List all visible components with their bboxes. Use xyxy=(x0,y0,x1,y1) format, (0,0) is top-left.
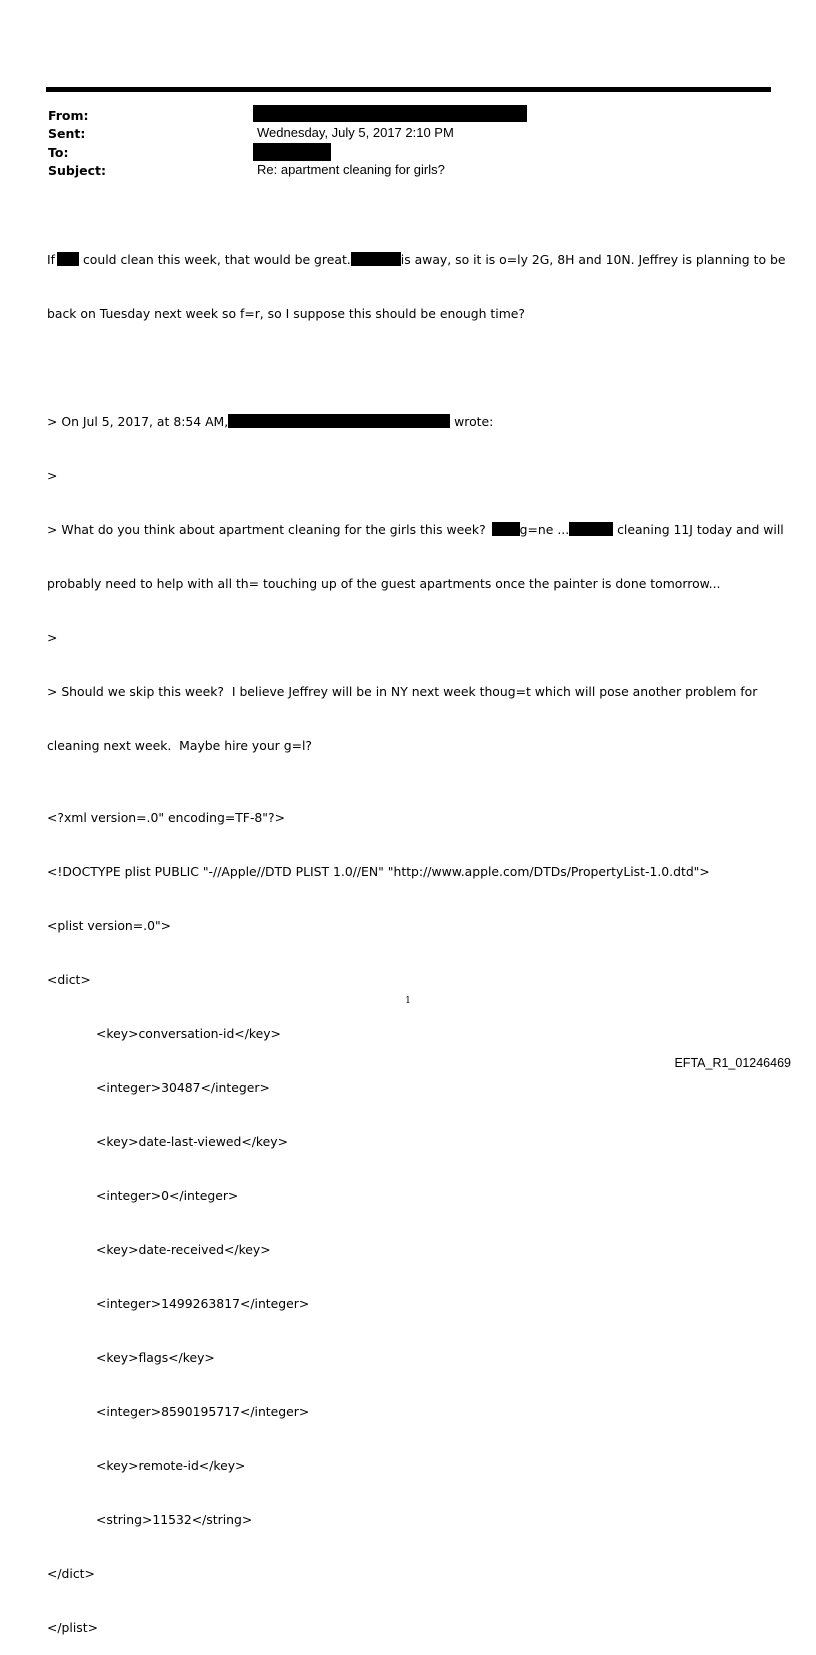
body-text: If xyxy=(47,252,56,267)
redaction xyxy=(569,522,613,536)
to-redaction xyxy=(253,143,331,161)
plist-entry: <integer>1499263817</integer> xyxy=(96,1296,310,1311)
to-label: To: xyxy=(48,145,69,160)
page-number: 1 xyxy=(405,996,411,1006)
plist-line: <!DOCTYPE plist PUBLIC "-//Apple//DTD PLIST 1.0//EN" "http://www.apple.com/DTDs/PropertyList-1.0.dtd"> xyxy=(47,864,710,879)
body-line xyxy=(47,413,777,431)
body-text: wrote: xyxy=(450,414,494,429)
from-label: From: xyxy=(48,108,89,123)
sent-label: Sent: xyxy=(48,126,86,141)
document-id: EFTA_R1_01246469 xyxy=(674,1056,791,1070)
body-line: > xyxy=(47,630,58,645)
body-line: probably need to help with all th= touching up of the guest apartments once the painter is done tomorrow... xyxy=(47,576,721,591)
plist-entry: <key>conversation-id</key> xyxy=(96,1026,281,1041)
plist-entry: <integer>0</integer> xyxy=(96,1188,239,1203)
plist-entry: <integer>30487</integer> xyxy=(96,1080,270,1095)
subject-value: Re: apartment cleaning for girls? xyxy=(257,162,445,177)
redaction xyxy=(492,522,520,536)
body-line: > xyxy=(47,468,58,483)
redaction xyxy=(351,252,401,266)
plist-line: <?xml version=.0" encoding=TF-8"?> xyxy=(47,810,285,825)
plist-line: <plist version=.0"> xyxy=(47,918,172,933)
body-text: is away, so it is o=ly 2G, 8H and 10N. Jeffrey is planning to be xyxy=(400,252,786,267)
plist-line: <dict> xyxy=(47,972,91,987)
body-line xyxy=(47,521,784,539)
plist-line: </dict> xyxy=(47,1566,95,1581)
body-line xyxy=(47,251,786,269)
plist-line: </plist> xyxy=(47,1620,99,1635)
body-text: could clean this week, that would be great. xyxy=(79,252,351,267)
body-text: > On Jul 5, 2017, at 8:54 AM, xyxy=(47,414,229,429)
redaction xyxy=(228,414,450,428)
from-redaction xyxy=(253,105,527,122)
subject-label: Subject: xyxy=(48,163,106,178)
header-rule xyxy=(46,87,771,92)
plist-entry: <integer>8590195717</integer> xyxy=(96,1404,310,1419)
plist-entry: <key>date-received</key> xyxy=(96,1242,271,1257)
plist-entry: <string>11532</string> xyxy=(96,1512,253,1527)
blank-line xyxy=(47,359,777,377)
body-line: back on Tuesday next week so f=r, so I suppose this should be enough time? xyxy=(47,306,525,321)
plist-entry: <key>date-last-viewed</key> xyxy=(96,1134,288,1149)
plist-entry: <key>flags</key> xyxy=(96,1350,215,1365)
body-line: cleaning next week. Maybe hire your g=l? xyxy=(47,738,312,753)
redaction xyxy=(57,252,79,266)
body-line: > Should we skip this week? I believe Jeffrey will be in NY next week thoug=t which will pose another problem for xyxy=(47,684,758,699)
body-text: cleaning 11J today and will xyxy=(613,522,784,537)
body-text: > What do you think about apartment cleaning for the girls this week? xyxy=(47,522,486,537)
sent-value: Wednesday, July 5, 2017 2:10 PM xyxy=(257,125,454,140)
body-text: g=ne ... xyxy=(519,522,570,537)
plist-entry: <key>remote-id</key> xyxy=(96,1458,246,1473)
email-body xyxy=(47,215,786,1655)
